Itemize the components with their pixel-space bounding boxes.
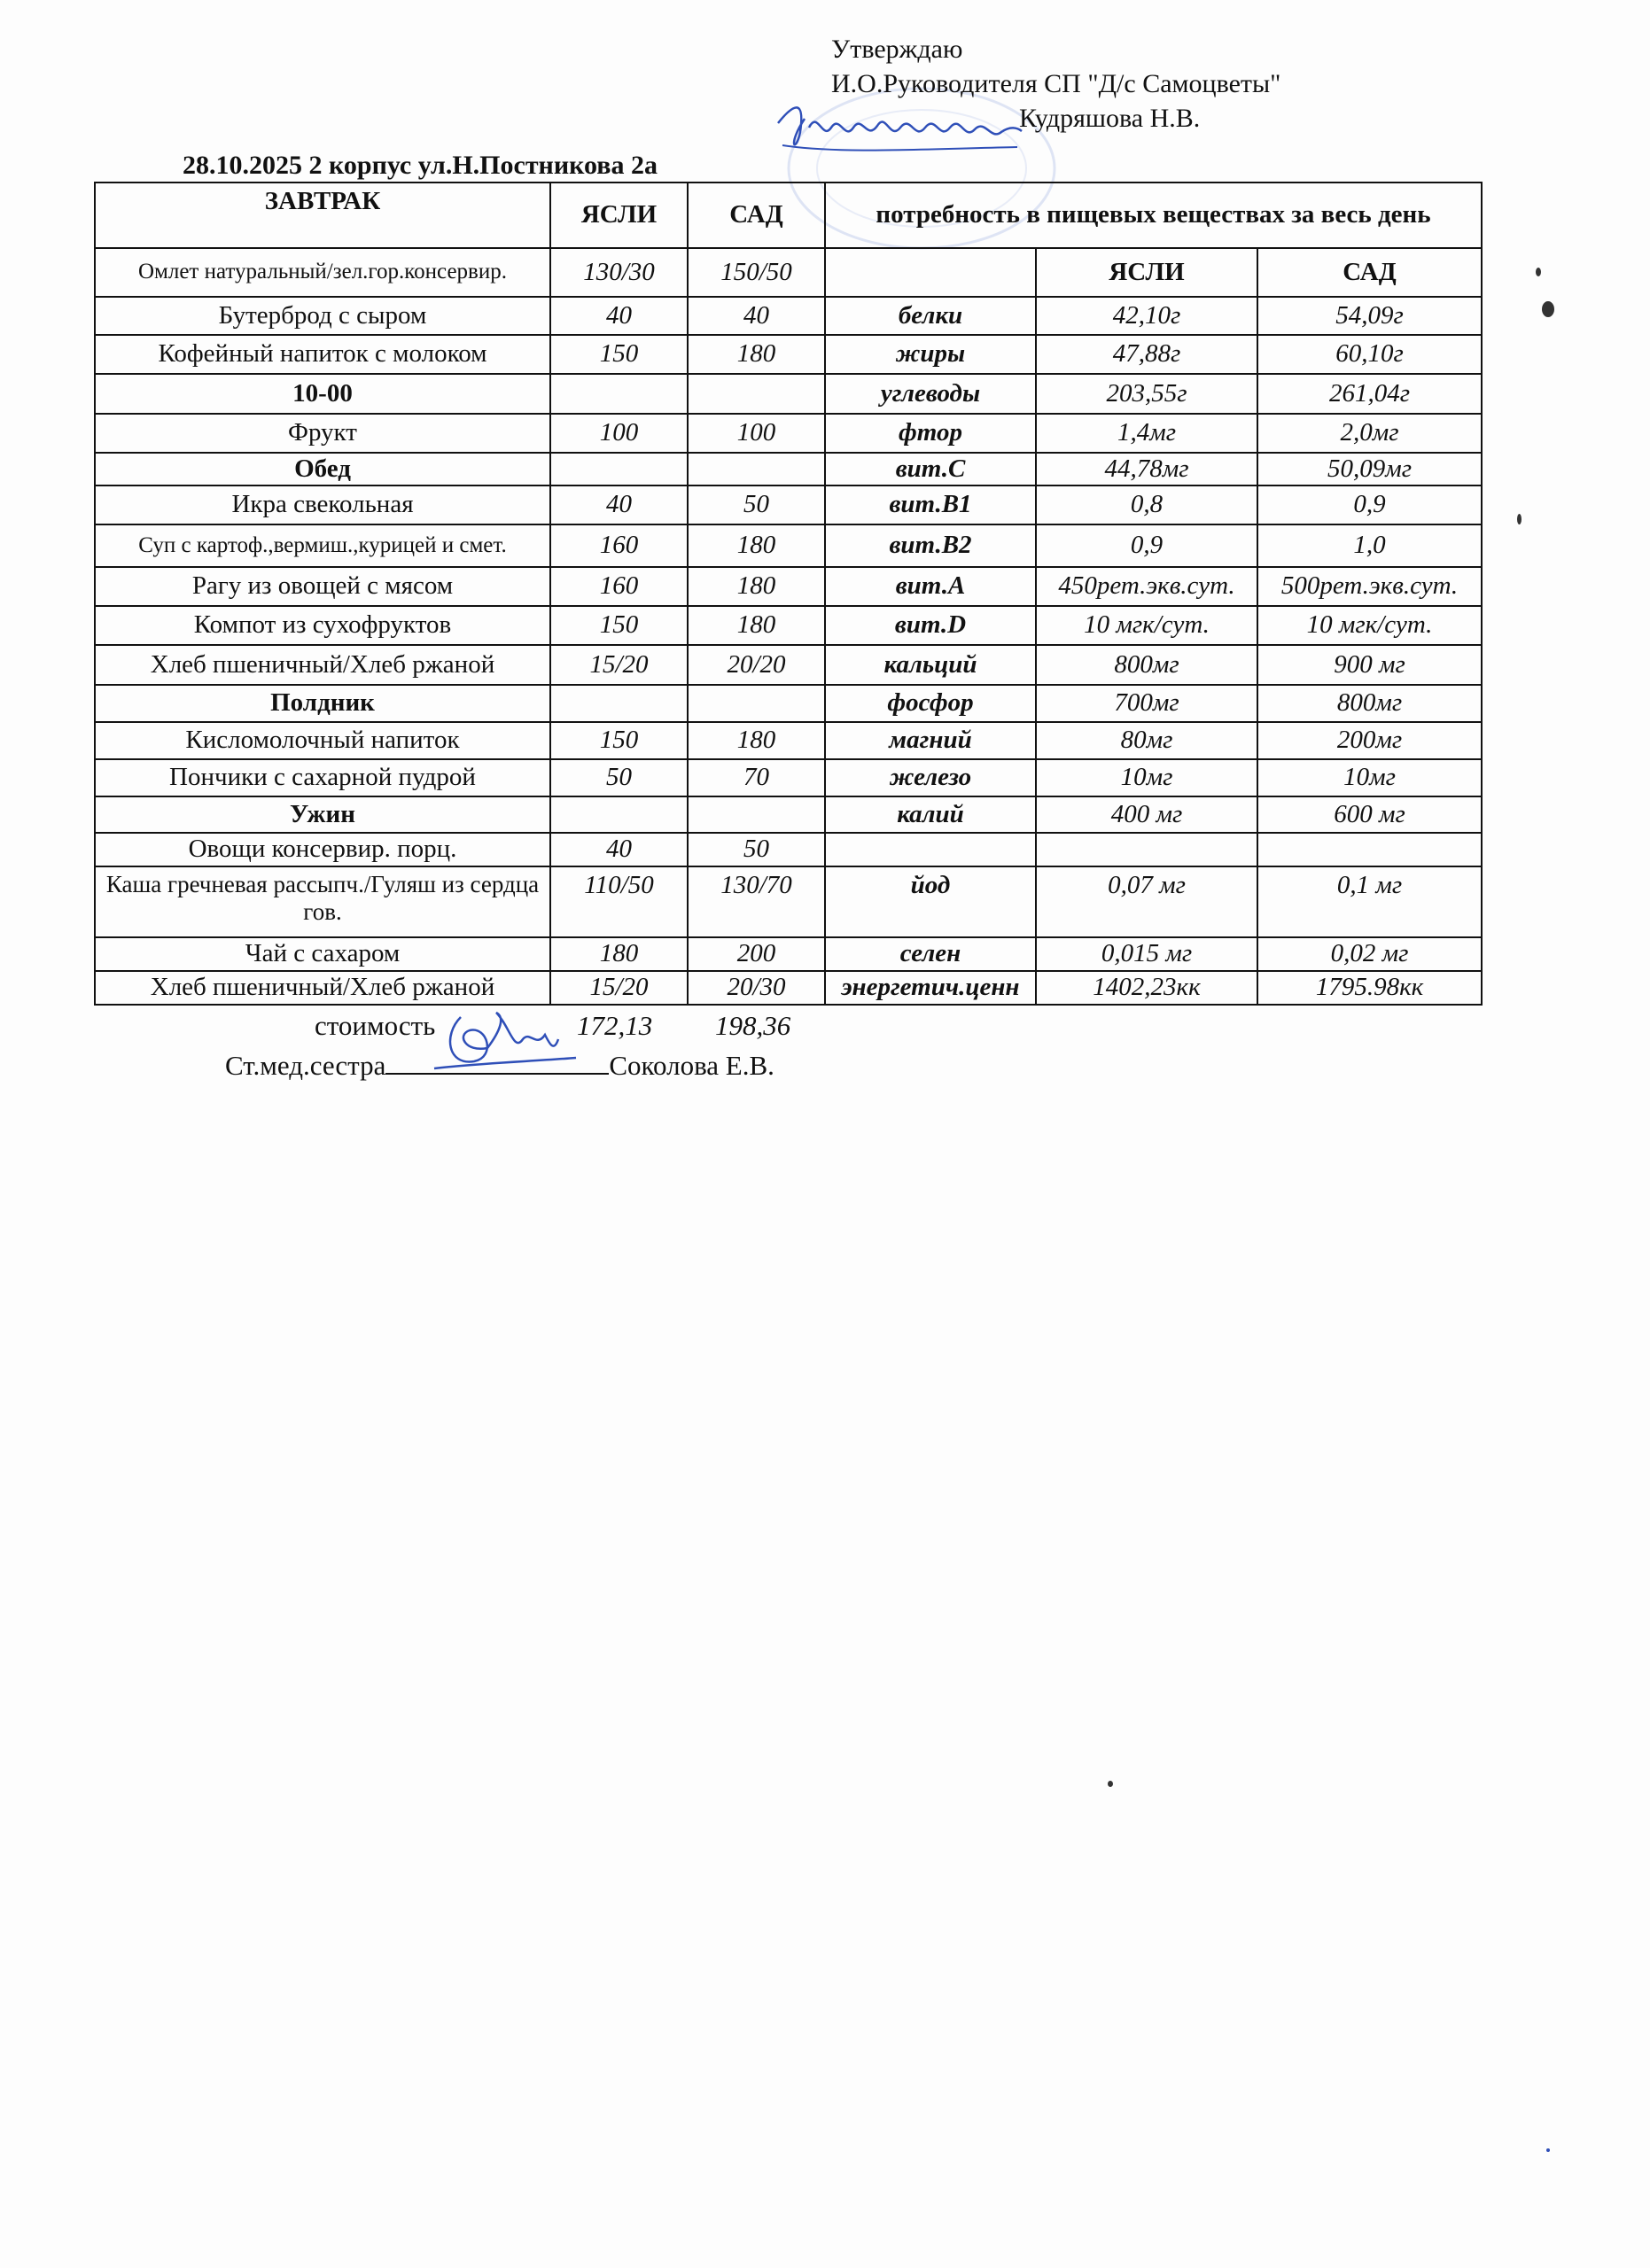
subheader-nursery: ЯСЛИ [1036,248,1257,297]
nutrient-name: вит.В1 [825,485,1036,524]
nurse-signature [425,999,585,1079]
nutrient-nursery: 0,9 [1036,524,1257,567]
garden-portion: 180 [688,567,825,606]
nutrient-nursery: 10 мгк/сут. [1036,606,1257,645]
nurse-label: Ст.мед.сестра [225,1050,386,1081]
nutrient-nursery: 0,8 [1036,485,1257,524]
garden-portion: 20/30 [688,971,825,1005]
nursery-portion: 50 [550,759,688,796]
dish-cell: Каша гречневая рассыпч./Гуляш из сердца гов. [95,866,550,937]
garden-portion [688,685,825,722]
garden-portion: 50 [688,833,825,866]
nutrient-nursery: 44,78мг [1036,453,1257,485]
table-row [95,335,1482,374]
menu-table [94,182,1483,1006]
table-row [95,606,1482,645]
cost-line [315,1010,791,1042]
dish-cell: Кисломолочный напиток [95,722,550,759]
garden-portion: 180 [688,606,825,645]
nutrient-name: углеводы [825,374,1036,414]
table-row [95,374,1482,414]
garden-portion: 20/20 [688,645,825,685]
nutrient-nursery: 10мг [1036,759,1257,796]
nutrient-name: магний [825,722,1036,759]
nutrient-nursery: 450рет.экв.сут. [1036,567,1257,606]
table-row [95,485,1482,524]
garden-portion: 50 [688,485,825,524]
meal-section: Ужин [95,796,550,833]
garden-portion [688,453,825,485]
nutrient-garden: 1795.98кк [1257,971,1482,1005]
nursery-portion: 160 [550,524,688,567]
dish-cell: Пончики с сахарной пудрой [95,759,550,796]
nutrient-name: вит.D [825,606,1036,645]
table-row [95,248,1482,297]
nutrient-nursery: 800мг [1036,645,1257,685]
garden-portion: 200 [688,937,825,971]
garden-portion: 180 [688,524,825,567]
table-row [95,971,1482,1005]
scan-speck [1108,1781,1113,1787]
nursery-portion: 160 [550,567,688,606]
nutrient-name: вит.С [825,453,1036,485]
table-row [95,524,1482,567]
nutrient-name [825,248,1036,297]
header-garden: САД [688,183,825,248]
nursery-portion [550,796,688,833]
meal-section: 10-00 [95,374,550,414]
nutrient-garden: 0,02 мг [1257,937,1482,971]
nursery-portion: 15/20 [550,645,688,685]
director-signature [769,92,1026,163]
table-row [95,722,1482,759]
scan-speck [1546,2148,1550,2152]
approval-title: Утверждаю [831,35,963,64]
nursery-portion: 110/50 [550,866,688,937]
nursery-portion: 100 [550,414,688,453]
table-header-row [95,183,1482,248]
garden-portion: 130/70 [688,866,825,937]
dish-cell: Бутерброд с сыром [95,297,550,335]
nutrient-garden: 50,09мг [1257,453,1482,485]
date-and-building: 28.10.2025 2 корпус ул.Н.Постникова 2а [183,151,658,180]
nutrient-nursery: 0,07 мг [1036,866,1257,937]
garden-portion: 70 [688,759,825,796]
nursery-portion: 15/20 [550,971,688,1005]
table-row [95,645,1482,685]
nutrient-garden: 0,1 мг [1257,866,1482,937]
nutrient-garden: 1,0 [1257,524,1482,567]
nutrient-name: фтор [825,414,1036,453]
nutrient-nursery: 700мг [1036,685,1257,722]
nursery-portion [550,685,688,722]
table-row [95,453,1482,485]
nursery-portion: 40 [550,833,688,866]
nursery-portion [550,453,688,485]
dish-cell: Икра свекольная [95,485,550,524]
garden-portion [688,796,825,833]
garden-portion: 180 [688,722,825,759]
scan-speck [1517,514,1522,524]
dish-cell: Хлеб пшеничный/Хлеб ржаной [95,971,550,1005]
nursery-portion: 150 [550,722,688,759]
nutrient-nursery: 203,55г [1036,374,1257,414]
nursery-portion: 40 [550,485,688,524]
table-row [95,796,1482,833]
nutrient-nursery: 0,015 мг [1036,937,1257,971]
nutrient-name: калий [825,796,1036,833]
scan-speck [1536,268,1541,276]
nursery-portion: 180 [550,937,688,971]
nutrient-nursery: 42,10г [1036,297,1257,335]
nutrient-name: жиры [825,335,1036,374]
nutrient-name: фосфор [825,685,1036,722]
nutrient-garden: 60,10г [1257,335,1482,374]
nutrient-nursery: 1,4мг [1036,414,1257,453]
nutrient-name: кальций [825,645,1036,685]
nutrient-garden: 261,04г [1257,374,1482,414]
dish-cell: Овощи консервир. порц. [95,833,550,866]
nursery-portion: 150 [550,335,688,374]
nutrient-garden: 900 мг [1257,645,1482,685]
nutrient-garden: 10 мгк/сут. [1257,606,1482,645]
nursery-portion: 150 [550,606,688,645]
garden-portion [688,374,825,414]
approval-position: И.О.Руководителя СП "Д/с Самоцветы" [831,69,1281,98]
nutrient-nursery: 1402,23кк [1036,971,1257,1005]
nutrient-name: селен [825,937,1036,971]
nutrient-name: йод [825,866,1036,937]
dish-cell: Суп с картоф.,вермиш.,курицей и смет. [95,524,550,567]
nutrient-name: вит.В2 [825,524,1036,567]
nursery-portion: 130/30 [550,248,688,297]
cost-garden: 198,36 [715,1010,791,1041]
nutrient-name: железо [825,759,1036,796]
nutrient-garden: 600 мг [1257,796,1482,833]
nutrient-garden: 800мг [1257,685,1482,722]
nursery-portion: 40 [550,297,688,335]
nutrient-garden [1257,833,1482,866]
dish-cell: Компот из сухофруктов [95,606,550,645]
scan-speck [1542,301,1554,317]
table-row [95,414,1482,453]
garden-portion: 100 [688,414,825,453]
nutrient-name: вит.А [825,567,1036,606]
dish-cell: Кофейный напиток с молоком [95,335,550,374]
dish-cell: Хлеб пшеничный/Хлеб ржаной [95,645,550,685]
nutrient-nursery [1036,833,1257,866]
garden-portion: 40 [688,297,825,335]
nutrient-garden: 10мг [1257,759,1482,796]
nutrient-garden: 54,09г [1257,297,1482,335]
dish-cell: Рагу из овощей с мясом [95,567,550,606]
nutrient-nursery: 400 мг [1036,796,1257,833]
nutrient-garden: 2,0мг [1257,414,1482,453]
table-row [95,833,1482,866]
table-row [95,937,1482,971]
table-row [95,866,1482,937]
garden-portion: 150/50 [688,248,825,297]
table-row [95,297,1482,335]
dish-cell: Фрукт [95,414,550,453]
cost-nursery: 172,13 [577,1010,653,1041]
nutrient-garden: 500рет.экв.сут. [1257,567,1482,606]
header-nursery: ЯСЛИ [550,183,688,248]
garden-portion: 180 [688,335,825,374]
table-row [95,567,1482,606]
nurse-name: Соколова Е.В. [609,1050,774,1081]
meal-section: Полдник [95,685,550,722]
nutrient-garden: 200мг [1257,722,1482,759]
header-needs: потребность в пищевых веществах за весь день [825,183,1482,248]
table-row [95,685,1482,722]
table-row [95,759,1482,796]
header-meal: ЗАВТРАК [95,183,550,248]
nutrient-nursery: 80мг [1036,722,1257,759]
nutrient-name: белки [825,297,1036,335]
nutrient-name [825,833,1036,866]
subheader-garden: САД [1257,248,1482,297]
cost-label: стоимость [315,1010,436,1041]
nutrient-name: энергетич.ценн [825,971,1036,1005]
dish-cell: Омлет натуральный/зел.гор.консервир. [95,248,550,297]
dish-cell: Чай с сахаром [95,937,550,971]
nutrient-garden: 0,9 [1257,485,1482,524]
meal-section: Обед [95,453,550,485]
nursery-portion [550,374,688,414]
nutrient-nursery: 47,88г [1036,335,1257,374]
approval-name: Кудряшова Н.В. [1019,104,1201,133]
